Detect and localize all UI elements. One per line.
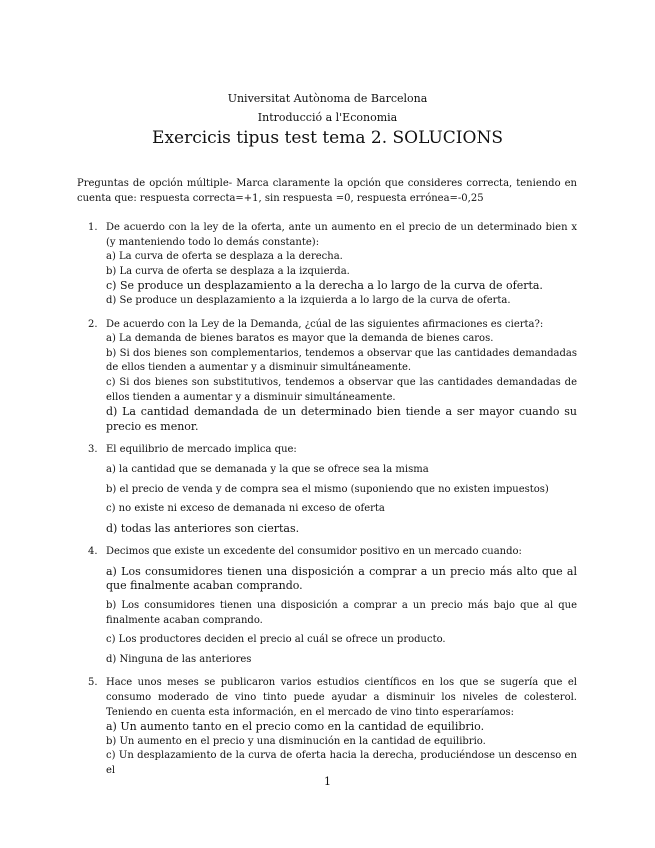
question-5: [77, 676, 577, 778]
option-b: b) Los consumidores tienen una disposición a comprar a un precio más bajo que al que finalmente acaban comprando.: [106, 600, 577, 626]
option-c: c) Un desplazamiento de la curva de oferta hacia la derecha, produciéndose un descenso en el: [106, 750, 577, 776]
course-name: Introducció a l'Economia: [257, 111, 398, 124]
option-a: a) Un aumento tanto en el precio como en la cantidad de equilibrio.: [106, 720, 485, 734]
page-number: 1: [324, 775, 331, 788]
question-number: 2.: [88, 318, 98, 330]
option-a: a) Los consumidores tienen una disposición a comprar a un precio más alto que al que finalmente acaban comprando.: [106, 564, 577, 593]
question-text: De acuerdo con la Ley de la Demanda, ¿cúal de las siguientes afirmaciones es cierta?:: [106, 318, 544, 330]
instructions-paragraph: Preguntas de opción múltiple- Marca claramente la opción que consideres correcta, teniendo en cuenta que: respuesta correcta=+1, sin respuesta =0, respuesta errónea=-0,25: [77, 178, 577, 204]
option-c: c) Los productores deciden el precio al cuál se ofrece un producto.: [106, 634, 446, 646]
option-c: c) no existe ni exceso de demanada ni exceso de oferta: [106, 503, 385, 515]
option-a: a) la cantidad que se demanada y la que se ofrece sea la misma: [106, 463, 429, 475]
option-b: b) el precio de venda y de compra sea el mismo (suponiendo que no existen impuestos): [106, 483, 549, 495]
option-a: a) La curva de oferta se desplaza a la derecha.: [106, 251, 343, 263]
option-b: b) Un aumento en el precio y una disminución en la cantidad de equilibrio.: [106, 735, 486, 747]
option-b: b) Si dos bienes son complementarios, tendemos a observar que las cantidades demandadas de ellos tienden a aumentar y a disminuir simultáneamente.: [106, 347, 577, 374]
option-c: c) Se produce un desplazamiento a la derecha a lo largo de la curva de oferta.: [106, 279, 543, 293]
question-2: [77, 318, 577, 435]
document-header: [0, 92, 655, 148]
option-a: a) La demanda de bienes baratos es mayor que la demanda de bienes caros.: [106, 333, 494, 345]
question-1: [77, 221, 577, 309]
option-d: d) Ninguna de las anteriores: [106, 653, 252, 665]
question-4: [77, 545, 577, 667]
question-number: 4.: [88, 546, 98, 558]
option-d: d) todas las anteriores son ciertas.: [106, 521, 300, 535]
document-title: Exercicis tipus test tema 2. SOLUCIONS: [152, 128, 503, 148]
question-text: Hace unos meses se publicaron varios estudios científicos en los que se sugería que el consumo moderado de vino tinto puede ayudar a disminuir los niveles de colesterol. Teniendo en cuenta esta información, en el mercado de vino tinto esperaríamos:: [106, 677, 577, 718]
question-list: [77, 221, 577, 788]
option-b: b) La curva de oferta se desplaza a la izquierda.: [106, 265, 350, 277]
question-text: El equilibrio de mercado implica que:: [106, 444, 297, 456]
question-3: [77, 443, 577, 536]
question-number: 5.: [88, 677, 98, 689]
option-d: d) Se produce un desplazamiento a la izquierda a lo largo de la curva de oferta.: [106, 294, 511, 306]
option-c: c) Si dos bienes son substitutivos, tendemos a observar que las cantidades demandadas de ellos tienden a aumentar y a disminuir simultáneamente.: [106, 376, 577, 403]
question-number: 1.: [88, 222, 98, 233]
option-d: d) La cantidad demandada de un determinado bien tiende a ser mayor cuando su precio es menor.: [106, 405, 577, 433]
question-text: De acuerdo con la ley de la oferta, ante un aumento en el precio de un determinado bien x (y manteniendo todo lo demás constante):: [106, 222, 577, 248]
university-name: Universitat Autònoma de Barcelona: [227, 92, 428, 105]
question-number: 3.: [88, 444, 98, 456]
question-text: Decimos que existe un excedente del consumidor positivo en un mercado cuando:: [106, 546, 522, 558]
